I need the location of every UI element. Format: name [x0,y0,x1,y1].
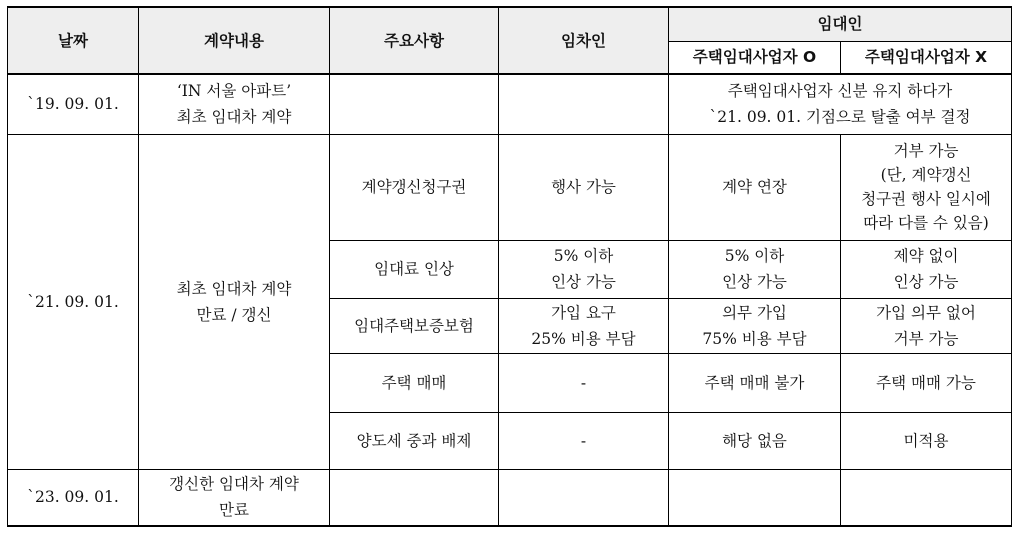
item-tenant: 5% 이하 인상 가능 [499,240,669,298]
row1-tenant [499,74,669,134]
header-landlord: 임대인 [669,7,1012,41]
item-landlord-registered: 주택 매매 불가 [669,353,841,412]
header-key-points: 주요사항 [330,7,499,74]
row3-date: `23. 09. 01. [8,469,139,526]
row3-landlord-registered [669,469,841,526]
contract-timeline-table [7,6,1012,527]
item-landlord-unregistered: 거부 가능 (단, 계약갱신 청구권 행사 일시에 따라 다를 수 있음) [841,134,1012,240]
item-landlord-unregistered: 미적용 [841,412,1012,469]
item-landlord-unregistered: 가입 의무 없어 거부 가능 [841,298,1012,353]
item-point: 임대주택보증보험 [330,298,499,353]
header-contract: 계약내용 [139,7,330,74]
header-tenant: 임차인 [499,7,669,74]
item-tenant: 행사 가능 [499,134,669,240]
header-date: 날짜 [8,7,139,74]
item-tenant: - [499,353,669,412]
item-landlord-registered: 5% 이하 인상 가능 [669,240,841,298]
item-landlord-registered: 의무 가입 75% 비용 부담 [669,298,841,353]
item-point: 주택 매매 [330,353,499,412]
row3-contract: 갱신한 임대차 계약 만료 [139,469,330,526]
row3-key-points [330,469,499,526]
header-landlord-unregistered: 주택임대사업자 X [841,41,1012,74]
row1-date: `19. 09. 01. [8,74,139,134]
row2-date: `21. 09. 01. [8,134,139,469]
item-tenant: 가입 요구 25% 비용 부담 [499,298,669,353]
row2-contract: 최초 임대차 계약 만료 / 갱신 [139,134,330,469]
item-tenant: - [499,412,669,469]
item-landlord-registered: 해당 없음 [669,412,841,469]
row1-key-points [330,74,499,134]
row1-landlord-note: 주택임대사업자 신분 유지 하다가 `21. 09. 01. 기점으로 탈출 여부 결정 [669,74,1012,134]
item-point: 양도세 중과 배제 [330,412,499,469]
header-landlord-registered: 주택임대사업자 O [669,41,841,74]
row3-landlord-unregistered [841,469,1012,526]
item-point: 계약갱신청구권 [330,134,499,240]
item-landlord-unregistered: 제약 없이 인상 가능 [841,240,1012,298]
item-landlord-registered: 계약 연장 [669,134,841,240]
item-point: 임대료 인상 [330,240,499,298]
item-landlord-unregistered: 주택 매매 가능 [841,353,1012,412]
row1-contract: ‘IN 서울 아파트’ 최초 임대차 계약 [139,74,330,134]
row3-tenant [499,469,669,526]
